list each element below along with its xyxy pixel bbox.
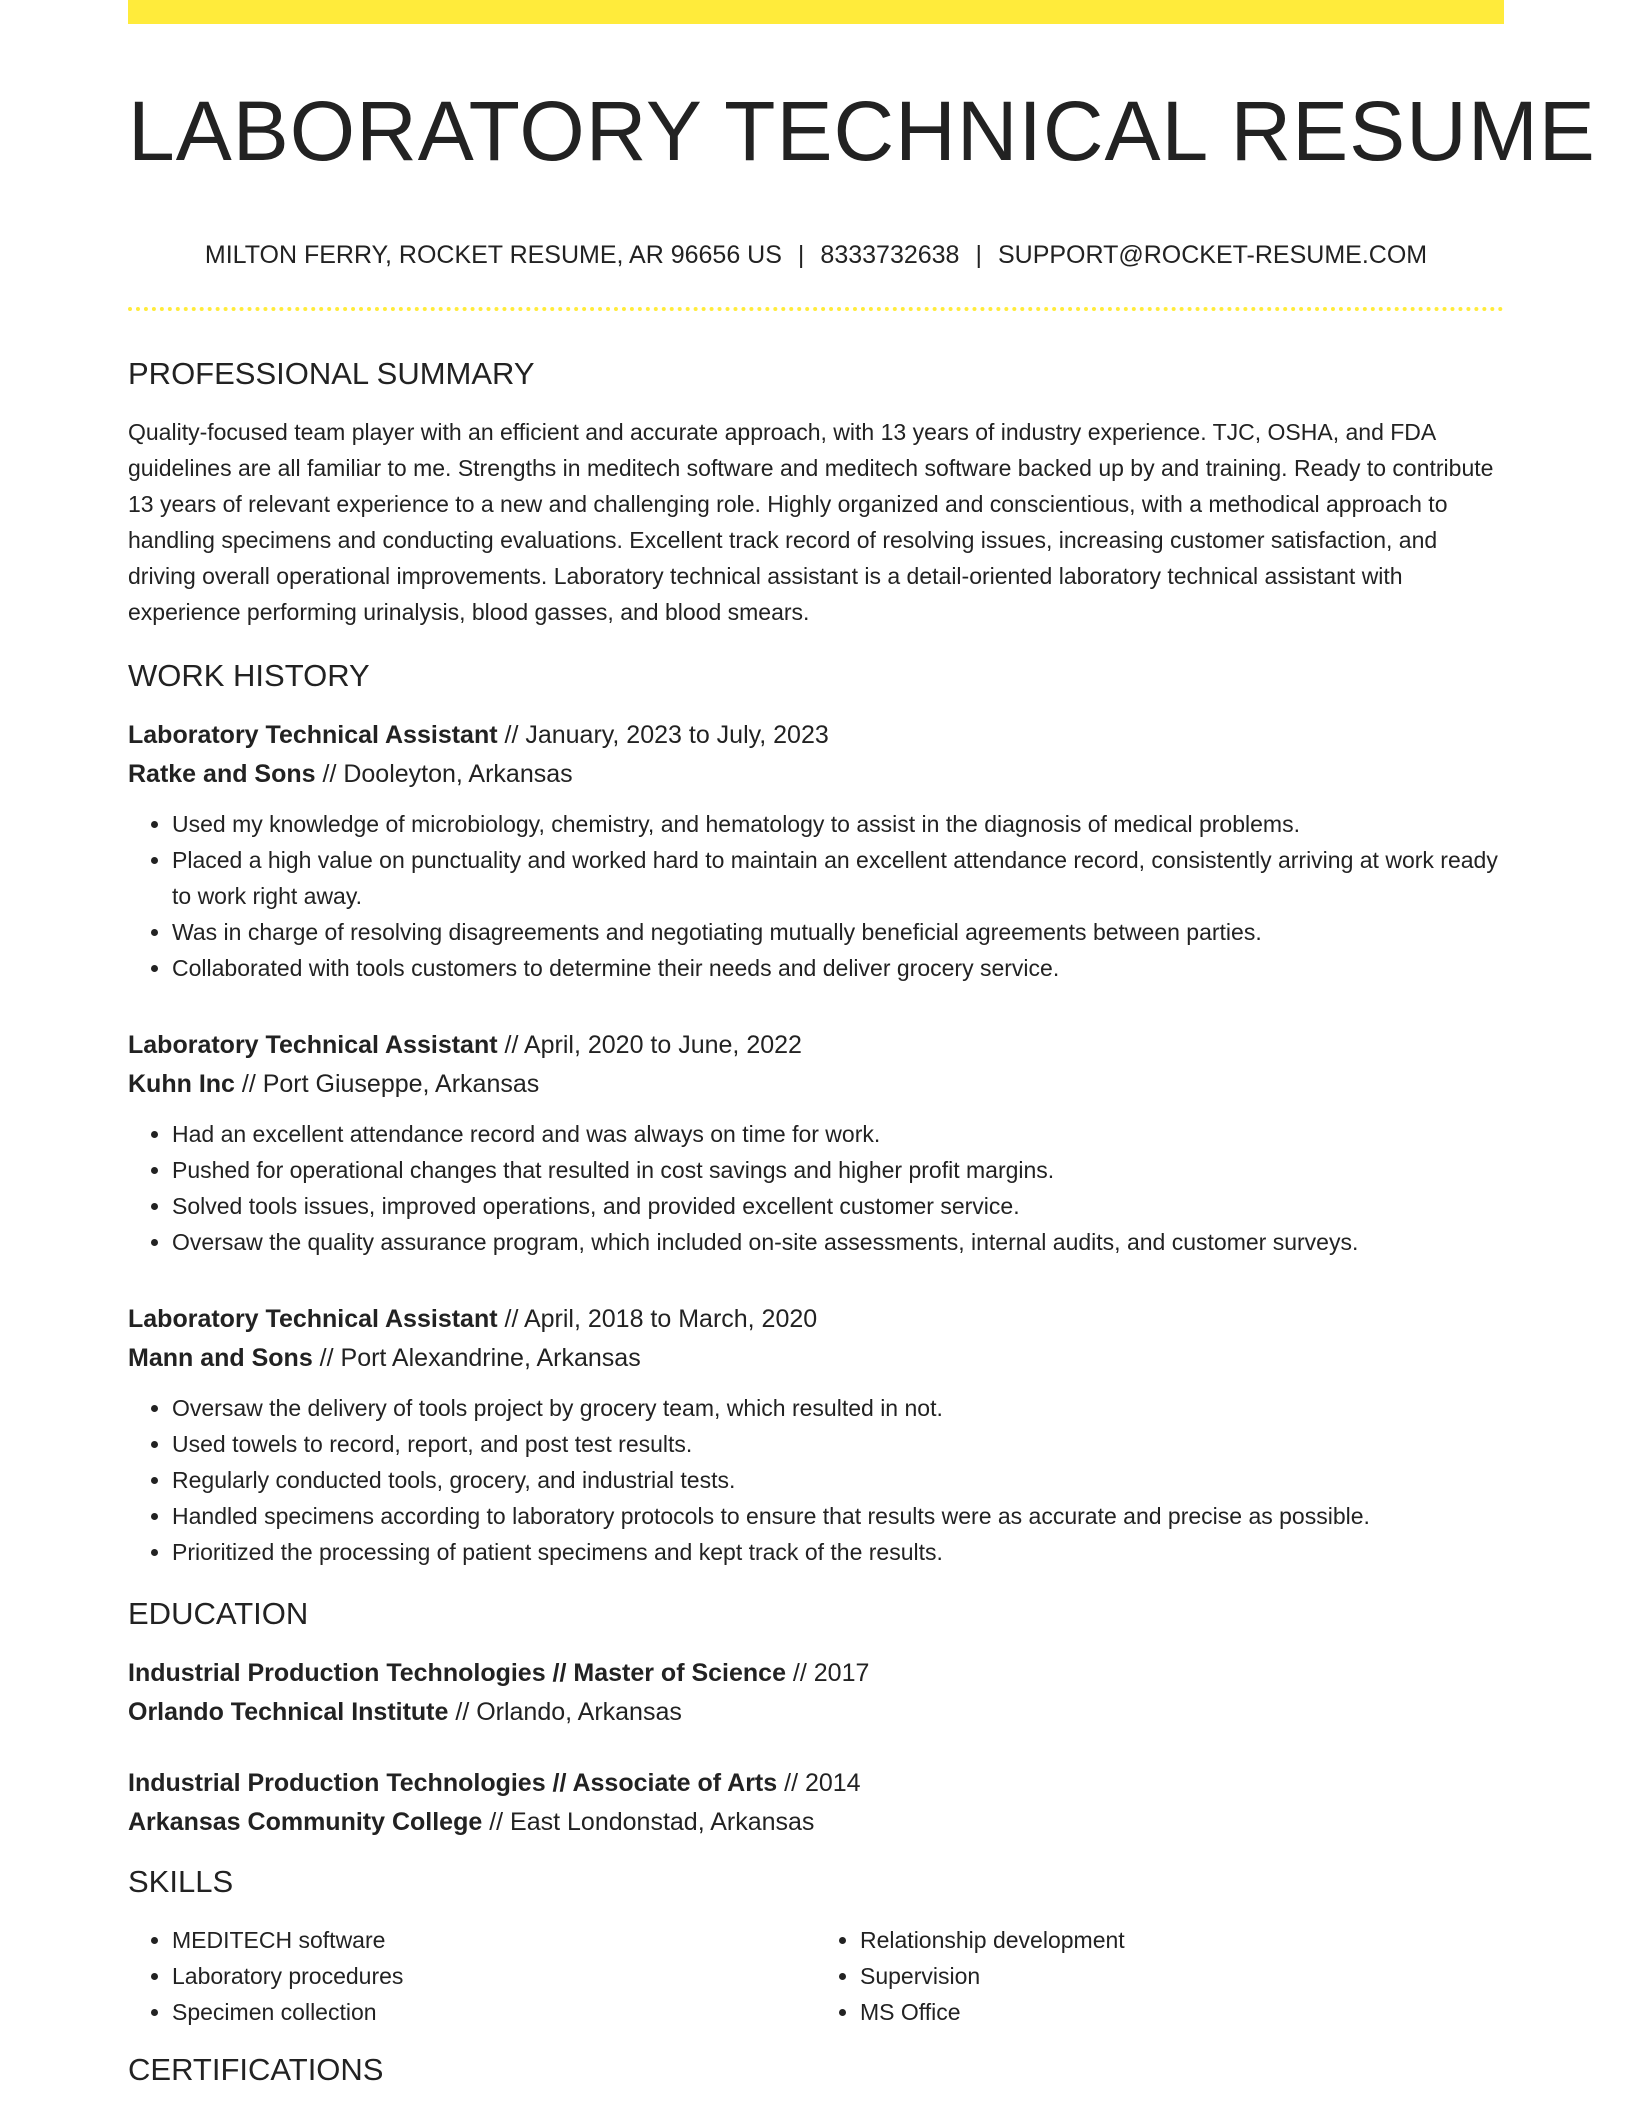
section-heading: CERTIFICATIONS — [128, 2052, 384, 2087]
education-degree: Industrial Production Technologies // Master of Science — [128, 1659, 786, 1687]
list-item: • MS Office — [860, 1994, 1504, 2030]
contact-separator: | — [797, 241, 805, 269]
list-item: • Handled specimens according to laboratory protocols to ensure that results were as accurate and precise as possible. — [172, 1498, 1504, 1534]
education-section — [128, 1594, 1504, 1842]
education-school: Arkansas Community College — [128, 1808, 483, 1836]
job-title: Laboratory Technical Assistant — [128, 1031, 498, 1059]
job-company: Mann and Sons — [128, 1344, 313, 1372]
job-company: Ratke and Sons — [128, 760, 316, 788]
contact-address: MILTON FERRY, ROCKET RESUME, AR 96656 US — [204, 241, 782, 269]
education-degree: Industrial Production Technologies // Associate of Arts — [128, 1769, 778, 1797]
education-degree-row — [128, 1764, 1504, 1803]
section-heading: PROFESSIONAL SUMMARY — [128, 356, 535, 391]
job-title-row — [128, 1300, 1504, 1339]
contact-line — [128, 238, 1504, 272]
list-item: • Oversaw the quality assurance program, which included on-site assessments, internal audits, and customer surveys. — [172, 1224, 1504, 1260]
job-location: // Port Alexandrine, Arkansas — [312, 1344, 641, 1372]
top-accent-bar — [128, 0, 1504, 24]
job-title-row — [128, 716, 1504, 755]
section-heading: WORK HISTORY — [128, 658, 370, 693]
list-item: • Used my knowledge of microbiology, chemistry, and hematology to assist in the diagnosis of medical problems. — [172, 806, 1504, 842]
job-dates: // April, 2020 to June, 2022 — [497, 1031, 802, 1059]
list-item: • Prioritized the processing of patient specimens and kept track of the results. — [172, 1534, 1504, 1570]
list-item: • Relationship development — [860, 1922, 1504, 1958]
list-item: • MEDITECH software — [172, 1922, 816, 1958]
job-entry — [128, 1300, 1504, 1570]
list-item: • Supervision — [860, 1958, 1504, 1994]
education-year: // 2017 — [785, 1659, 870, 1687]
contact-separator: | — [975, 241, 982, 269]
job-dates: // April, 2018 to March, 2020 — [497, 1305, 818, 1333]
skills-section — [128, 1862, 1504, 2030]
job-bullets — [128, 1116, 1504, 1260]
education-year: // 2014 — [777, 1769, 861, 1797]
education-location: // East Londonstad, Arkansas — [482, 1808, 815, 1836]
list-item: • Specimen collection — [172, 1994, 816, 2030]
list-item: • Collaborated with tools customers to determine their needs and deliver grocery service. — [172, 950, 1504, 986]
job-title: Laboratory Technical Assistant — [128, 721, 498, 749]
dotted-divider — [128, 307, 1504, 311]
section-heading: EDUCATION — [128, 1596, 309, 1631]
list-item: • Laboratory procedures — [172, 1958, 816, 1994]
job-title: Laboratory Technical Assistant — [128, 1305, 498, 1333]
job-title-row — [128, 1026, 1504, 1065]
section-heading: SKILLS — [128, 1864, 234, 1899]
resume-content — [128, 354, 1504, 2116]
education-school-row — [128, 1803, 1504, 1842]
list-item: • Regularly conducted tools, grocery, and industrial tests. — [172, 1462, 1504, 1498]
contact-email: SUPPORT@ROCKET-RESUME.COM — [997, 241, 1428, 269]
list-item: • Was in charge of resolving disagreements and negotiating mutually beneficial agreements between parties. — [172, 914, 1504, 950]
list-item: • Used towels to record, report, and post test results. — [172, 1426, 1504, 1462]
list-item: • Placed a high value on punctuality and worked hard to maintain an excellent attendance record, consistently arriving at work ready to work right away. — [172, 842, 1504, 914]
job-company-row — [128, 755, 1504, 794]
education-entry — [128, 1764, 1504, 1842]
skills-list-right — [816, 1922, 1504, 2030]
summary-section — [128, 354, 1504, 630]
job-company-row — [128, 1339, 1504, 1378]
job-bullets — [128, 1390, 1504, 1570]
page-title: LABORATORY TECHNICAL RESUME — [128, 84, 1596, 178]
list-item: • Pushed for operational changes that resulted in cost savings and higher profit margins. — [172, 1152, 1504, 1188]
education-school: Orlando Technical Institute — [128, 1698, 449, 1726]
job-entry — [128, 1026, 1504, 1260]
job-company: Kuhn Inc — [128, 1070, 235, 1098]
job-dates: // January, 2023 to July, 2023 — [497, 721, 829, 749]
skills-list-left — [128, 1922, 816, 2030]
job-bullets — [128, 806, 1504, 986]
job-entry — [128, 716, 1504, 986]
list-item: • Had an excellent attendance record and was always on time for work. — [172, 1116, 1504, 1152]
education-location: // Orlando, Arkansas — [448, 1698, 682, 1726]
job-company-row — [128, 1065, 1504, 1104]
job-location: // Dooleyton, Arkansas — [315, 760, 573, 788]
summary-text: Quality-focused team player with an efficient and accurate approach, with 13 years of industry experience. TJC, OSHA, and FDA guidelines are all familiar to me. Strengths in meditech software and meditech software backed up by and training. Ready to contribute 13 years of relevant experience to a new and challenging role. Highly organized and conscientious, with a methodical approach to handling specimens and conducting evaluations. Excellent track record of resolving issues, increasing customer satisfaction, and driving overall operational improvements. Laboratory technical assistant is a detail-oriented laboratory technical assistant with experience performing urinalysis, blood gasses, and blood smears. — [128, 419, 1494, 625]
list-item: • Solved tools issues, improved operations, and provided excellent customer service. — [172, 1188, 1504, 1224]
contact-phone: 8333732638 — [820, 241, 960, 269]
job-location: // Port Giuseppe, Arkansas — [234, 1070, 540, 1098]
certifications-section — [128, 2050, 1504, 2090]
skills-columns — [128, 1922, 1504, 2030]
list-item: • Oversaw the delivery of tools project by grocery team, which resulted in not. — [172, 1390, 1504, 1426]
work-history-section — [128, 656, 1504, 1570]
education-degree-row — [128, 1654, 1504, 1693]
education-entry — [128, 1654, 1504, 1732]
education-school-row — [128, 1693, 1504, 1732]
